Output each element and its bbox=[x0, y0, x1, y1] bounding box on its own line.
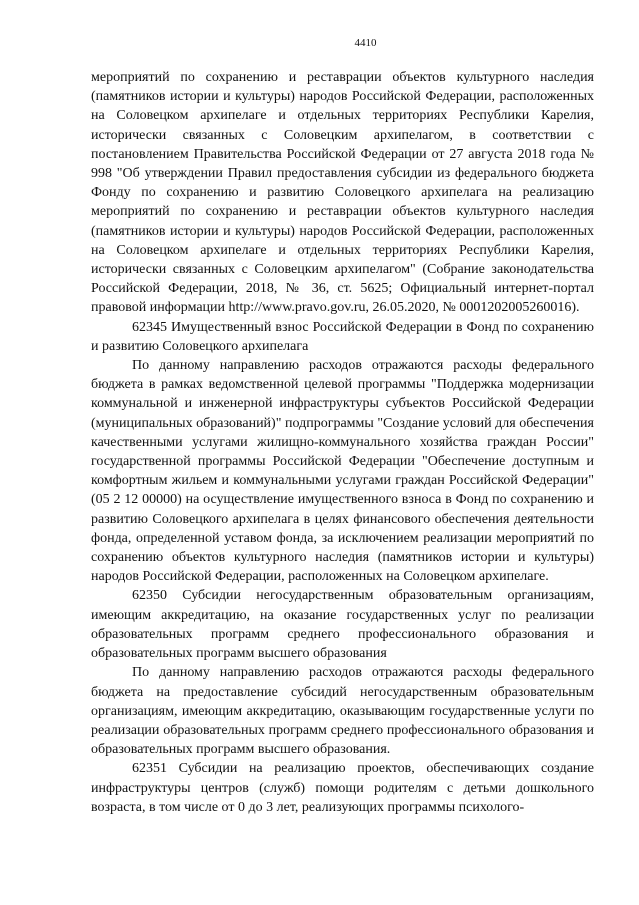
page-number: 4410 bbox=[354, 37, 377, 49]
section-heading-62351: 62351 Субсидии на реализацию проектов, обеспечивающих создание инфраструктуры центров (служб) помощи родителям с детьми дошкольного возраста, в том числе от 0 до 3 лет, реализующих программы психолого- bbox=[91, 761, 594, 815]
paragraph-continuation: мероприятий по сохранению и реставрации объектов культурного наследия (памятников истории и культуры) народов Российской Федерации, расположенных на Соловецком архипелаге и отдельных территориях Республики Карелия, исторически связанных с Соловецким архипелагом, в соответствии с постановлением Правительства Российской Федерации от 27 августа 2018 года № 998 "Об утверждении Правил предоставления субсидии из федерального бюджета Фонду по сохранению и развитию Соловецкого архипелага на реализацию мероприятий по сохранению и реставрации объектов культурного наследия (памятников истории и культуры) народов Российской Федерации, расположенных на Соловецком архипелаге и отдельных территориях Республики Карелия, исторически связанных с Соловецким архипелагом" (Собрание законодательства Российской Федерации, 2018, № 36, ст. 5625; Официальный интернет-портал правовой информации http://www.pravo.gov.ru, 26.05.2020, № 0001202005260016). bbox=[91, 70, 594, 316]
section-heading-62350: 62350 Субсидии негосударственным образовательным организациям, имеющим аккредитацию, на оказание государственных услуг по реализации образовательных программ среднего профессионального образования и образовательных программ высшего образования bbox=[91, 588, 594, 662]
section-heading-62345: 62345 Имущественный взнос Российской Федерации в Фонд по сохранению и развитию Соловецкого архипелага bbox=[91, 319, 594, 354]
paragraph-62345-description: По данному направлению расходов отражаются расходы федерального бюджета в рамках ведомственной целевой программы "Поддержка модернизации коммунальной и инженерной инфраструктуры субъектов Российской Федерации (муниципальных образований)" подпрограммы "Создание условий для обеспечения качественными услугами жилищно-коммунального хозяйства граждан России" государственной программы Российской Федерации "Обеспечение доступным и комфортным жильем и коммунальными услугами граждан Российской Федерации" (05 2 12 00000) на осуществление имущественного взноса в Фонд по сохранению и развитию Соловецкого архипелага в целях финансового обеспечения деятельности фонда, определенной уставом фонда, за исключением реализации мероприятий по сохранению объектов культурного наследия (памятников истории и культуры) народов Российской Федерации, расположенных на Соловецком архипелаге. bbox=[91, 358, 594, 585]
paragraph-62350-description: По данному направлению расходов отражаются расходы федерального бюджета на предоставление субсидий негосударственным образовательным организациям, имеющим аккредитацию, оказывающим государственные услуги по реализации образовательных программ среднего профессионального образования и образовательных программ высшего образования. bbox=[91, 665, 594, 758]
